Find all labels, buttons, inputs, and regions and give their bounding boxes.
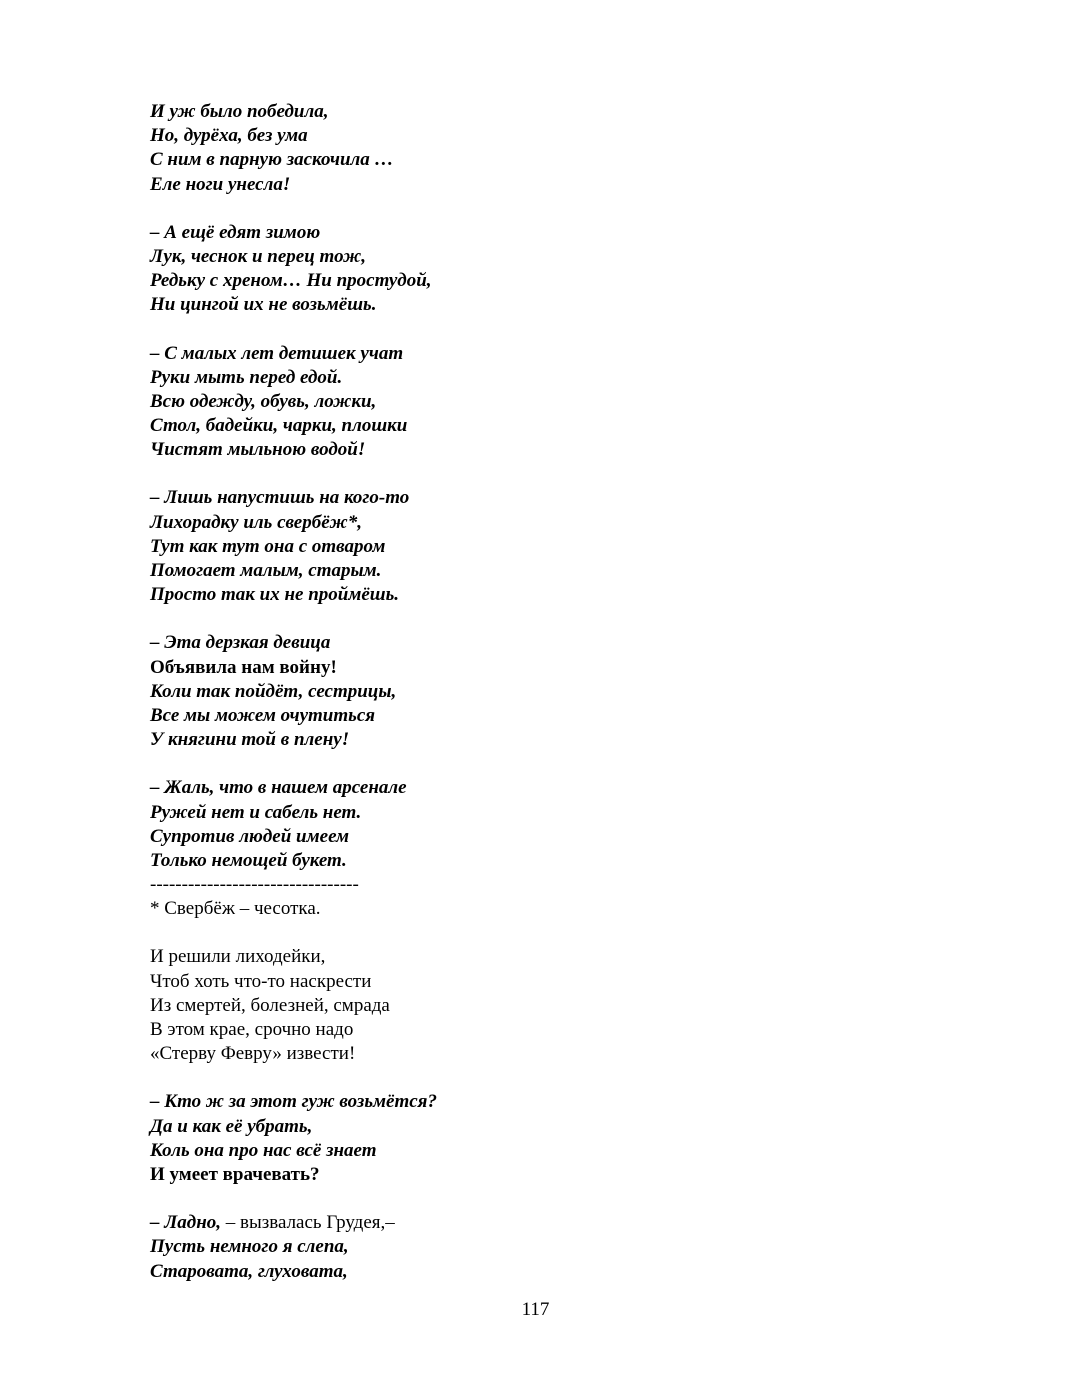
poem-line: Пусть немного я слепа, — [150, 1236, 349, 1258]
stanza — [150, 776, 910, 873]
poem-line: Коли так пойдёт, сестрицы, — [150, 680, 397, 702]
poem-line: Да и как её убрать, — [150, 1115, 313, 1137]
poem-line: И решили лиходейки, — [150, 946, 326, 968]
footnote-text: * Свербёж – чесотка. — [150, 898, 321, 920]
poem-line: Стол, бадейки, чарки, плошки — [150, 415, 408, 437]
poem-line: Ни цингой их не возьмёшь. — [150, 294, 377, 316]
poem-line: – Лишь напустишь на кого-то — [150, 487, 410, 509]
poem-line: У княгини той в плену! — [150, 729, 350, 751]
poem-line: – С малых лет детишек учат — [150, 342, 404, 364]
poem-line: Еле ноги унесла! — [150, 173, 291, 195]
poem-line: Редьку с хреном… Ни простудой, — [150, 270, 432, 292]
poem-line: «Стерву Февру» извести! — [150, 1043, 356, 1065]
poem-line: Руки мыть перед едой. — [150, 366, 343, 388]
poem-line: Коль она про нас всё знает — [150, 1139, 377, 1161]
poem-line: Помогает малым, старым. — [150, 560, 382, 581]
poem-line: Просто так их не проймёшь. — [150, 584, 400, 606]
poem-line: Лук, чеснок и перец тож, — [150, 245, 366, 267]
poem-line: Но, дурёха, без ума — [150, 125, 308, 147]
stanza — [150, 945, 910, 1066]
footnote-separator: --------------------------------- — [150, 874, 359, 896]
poem-line: С ним в парную заскочила … — [150, 149, 394, 171]
poem-line: Объявила нам войну! — [150, 656, 337, 678]
poem-line: Из смертей, болезней, смрада — [150, 994, 390, 1016]
stanza — [150, 100, 910, 197]
poem-line: Чистят мыльною водой! — [150, 439, 366, 461]
footnote — [150, 873, 910, 921]
stanza — [150, 1090, 910, 1187]
stanza — [150, 631, 910, 752]
poem-line: Супротив людей имеем — [150, 825, 350, 847]
stanza — [150, 486, 910, 607]
poem-line: – Эта дерзкая девица — [150, 632, 331, 654]
poem-line: Все мы можем очутиться — [150, 704, 376, 726]
poem-line: В этом крае, срочно надо — [150, 1019, 354, 1040]
narration: – вызвалась Грудея,– — [221, 1212, 395, 1234]
poem-line: – Жаль, что в нашем арсенале — [150, 777, 407, 799]
stanza — [150, 342, 910, 463]
poem-line: Чтоб хоть что-то наскрести — [150, 970, 372, 992]
poem-line: Старовата, глуховата, — [150, 1260, 348, 1282]
poem-line: Только немощей букет. — [150, 849, 347, 871]
stanza — [150, 221, 910, 318]
stanza — [150, 1211, 910, 1284]
poem-line: И умеет врачевать? — [150, 1163, 320, 1185]
poem-line: – Кто ж за этот гуж возьмётся? — [150, 1091, 437, 1113]
poem-line: Тут как тут она с отваром — [150, 535, 386, 557]
poem-line: И уж было победила, — [150, 101, 329, 122]
dialogue-speech: – Ладно, — [150, 1212, 222, 1234]
poem-body — [150, 100, 910, 1284]
page-number: 117 — [521, 1299, 550, 1320]
poem-line: – А ещё едят зимою — [150, 221, 321, 243]
poem-line: Лихорадку иль свербёж*, — [150, 511, 362, 533]
poem-line: Всю одежду, обувь, ложки, — [150, 390, 377, 412]
poem-line — [150, 1211, 910, 1235]
poem-line: Ружей нет и сабель нет. — [150, 801, 362, 823]
